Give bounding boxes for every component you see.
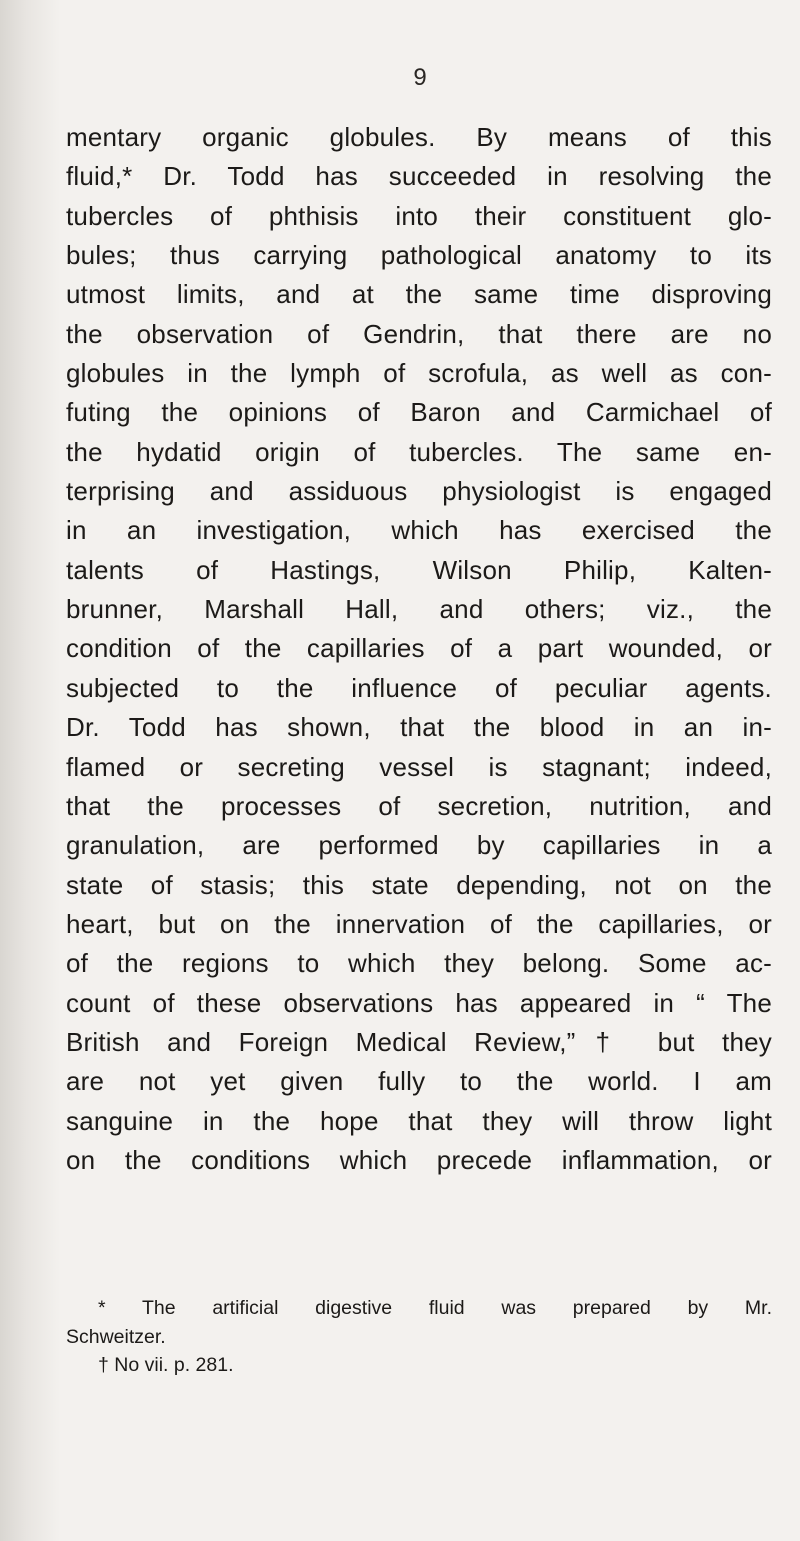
text-line: Dr. Todd has shown, that the blood in an in- bbox=[66, 712, 772, 743]
text-line: heart, but on the innervation of the capillaries, or bbox=[66, 908, 772, 939]
footnote-1: * The artificial digestive fluid was prepared by Mr. bbox=[98, 1297, 772, 1319]
page-number: 9 bbox=[413, 64, 427, 91]
text-line: of the regions to which they belong. Some ac- bbox=[66, 948, 772, 979]
footnote-2: † No vii. p. 281. bbox=[98, 1354, 234, 1376]
text-line: on the conditions which precede inflammation, or bbox=[66, 1144, 772, 1175]
body-text bbox=[66, 118, 772, 1180]
text-line: in an investigation, which has exercised the bbox=[66, 515, 772, 546]
footnote-1-continuation: Schweitzer. bbox=[66, 1325, 166, 1348]
text-line: that the processes of secretion, nutrition, and bbox=[66, 790, 772, 821]
text-line: the hydatid origin of tubercles. The same en- bbox=[66, 436, 772, 467]
text-line: count of these observations has appeared in “ The bbox=[66, 987, 772, 1018]
text-line: are not yet given fully to the world. I am bbox=[66, 1066, 772, 1097]
footnotes bbox=[66, 1294, 772, 1380]
text-line: futing the opinions of Baron and Carmichael of bbox=[66, 397, 772, 428]
text-line: sanguine in the hope that they will throw light bbox=[66, 1105, 772, 1136]
text-line: fluid,* Dr. Todd has succeeded in resolving the bbox=[66, 161, 772, 192]
text-line: bules; thus carrying pathological anatomy to its bbox=[66, 240, 772, 271]
text-line: granulation, are performed by capillaries in a bbox=[66, 830, 772, 861]
text-line: state of stasis; this state depending, not on the bbox=[66, 869, 772, 900]
text-line: tubercles of phthisis into their constituent glo- bbox=[66, 200, 772, 231]
text-line: globules in the lymph of scrofula, as well as con- bbox=[66, 358, 772, 389]
text-line: condition of the capillaries of a part wounded, or bbox=[66, 633, 772, 664]
text-line: talents of Hastings, Wilson Philip, Kalten- bbox=[66, 554, 772, 585]
text-line: terprising and assiduous physiologist is engaged bbox=[66, 476, 772, 507]
page-edge-shadow bbox=[0, 0, 60, 1541]
text-line: utmost limits, and at the same time disproving bbox=[66, 279, 772, 310]
text-line: the observation of Gendrin, that there are no bbox=[66, 318, 772, 349]
text-line: British and Foreign Medical Review,”† but they bbox=[66, 1026, 772, 1057]
text-line: brunner, Marshall Hall, and others; viz., the bbox=[66, 594, 772, 625]
text-line: flamed or secreting vessel is stagnant; indeed, bbox=[66, 751, 772, 782]
text-line: mentary organic globules. By means of this bbox=[66, 122, 772, 152]
text-line: subjected to the influence of peculiar agents. bbox=[66, 672, 772, 703]
